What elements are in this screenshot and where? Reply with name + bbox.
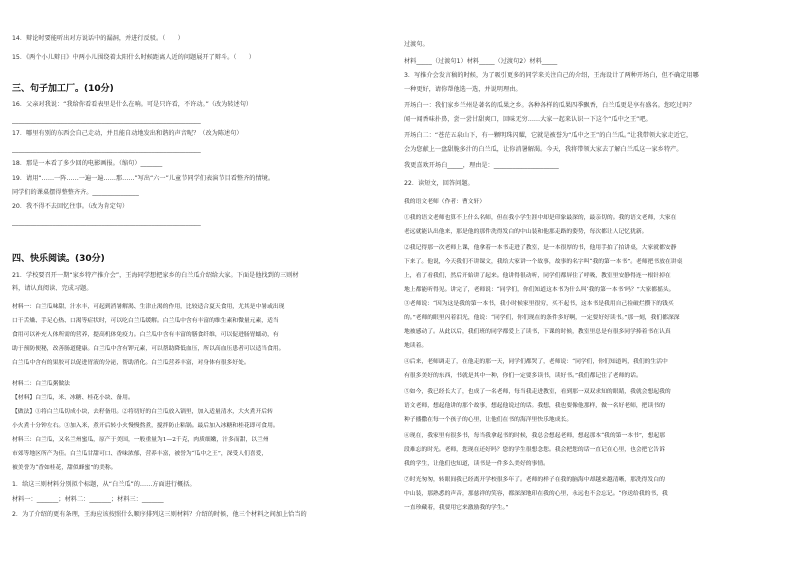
text-line: 中山装，那熟悉的声音，那慈祥的笑容，都深深地印在我的心里，永远也不会忘记。“你送给我的书，我 xyxy=(404,491,668,497)
text-line: 地被感动了。从此以后，我们班的同学都爱上了读书，下课的时候，教室里总是有很多同学捧着书在认真 xyxy=(404,329,671,335)
text-line: 下来了。他说，今天我们不讲课文，我给大家讲一个故事，故事的名字叫“我的第一本书”。老师把书放在讲桌 xyxy=(404,259,683,265)
text-line: 白兰瓜中含有的果胶可以促进胃液的分泌，帮助消化。白兰瓜营养丰富，对身体有很多好处。 xyxy=(12,360,250,366)
text-line: 20．我不得不去回忆往事。（改为肯定句） xyxy=(12,203,129,210)
text-line: ⑤如今，我已经长大了，也成了一名老师，每当我走进教室，看到那一双双求知的眼睛，我就会想起我的 xyxy=(404,389,671,395)
text-line: 1．给这三则材料分别拟个标题，从“白兰瓜”的……方面进行概括。 xyxy=(12,481,196,488)
text-line: 14．辩论时要能听出对方说话中的漏洞，并进行反驳。（ ） xyxy=(12,35,184,42)
text-line: 老远就能认出他来，那是他的那件洗得发白的中山装和他那走路的姿势，每次都让人记忆犹新。 xyxy=(404,229,648,235)
text-line: 会为您献上一盘甜脆多汁的白兰瓜，让你消暑解渴。今天，我将带领大家去了解白兰瓜这一家乡特产。 xyxy=(404,146,683,153)
text-line: 种子播撒在每一个孩子的心里，让他们在书的海洋里快乐地成长。 xyxy=(404,417,573,423)
text-line: 开场白一：我们家乡兰州是著名的瓜果之乡。各种各样的瓜果四季飘香，白兰瓜更是享有盛名。您吃过吗？ xyxy=(404,102,695,109)
text-line: _____________________________________________________________ xyxy=(12,219,201,226)
text-line: 21．学校要召开一期“家乡特产推介会”，王海同学想把家乡的白兰瓜介绍给大家。下面是他找到的三则材 xyxy=(12,272,299,279)
right-column xyxy=(404,0,779,562)
text-line: 地上都能听得见。讲完了，老师说：“同学们，你们知道这本书为什么叫‘我的第一本书’吗？”大家都摇头。 xyxy=(404,287,675,293)
text-line: 市郊等地区所产为佳。白兰瓜甘甜可口、香味浓郁，营养丰富，被誉为“瓜中之王”，深受人们喜爱， xyxy=(12,451,268,457)
text-line: 语文老师，想起他讲的那个故事，想起他说过的话。我想，我也要像他那样，做一名好老师，把读书的 xyxy=(404,403,665,409)
text-line: 【做法】①将白兰瓜切成小块，去籽备用。②将切好的白兰瓜放入锅里，加入适量清水，大火煮开后转 xyxy=(12,409,273,415)
text-line: 材料二：白兰瓜粥做法 xyxy=(12,381,70,387)
text-line: 的。”老师的眼里闪着泪光，他说：“同学们，你们现在的条件多好啊，一定要好好读书。”那一刻，我们都深深 xyxy=(404,315,680,321)
text-line: 材料一：白兰瓜味甜，汁水丰，可起到消暑解渴、生津止渴的作用，比较适合夏天食用，尤其是中暑或出现 xyxy=(12,304,285,310)
text-line: 被美誉为“香如桂花，甜似蜂蜜”的美称。 xyxy=(12,465,117,471)
text-line: 开场白二：“苍茫五泉山下，有一颗明珠闪耀，它就是被誉为“瓜中之王”的白兰瓜。”让我带领大家走近它， xyxy=(404,132,693,139)
text-line: _____________________________________________________________ xyxy=(12,117,201,124)
left-column xyxy=(12,0,387,562)
text-line: 料，请认真阅读、完成习题。 xyxy=(12,285,93,292)
text-line: 材料一：_______；材料二：_______；材料三：_______ xyxy=(12,496,164,503)
text-line: 我更喜欢开场白_____，理由是：_____________________ xyxy=(404,162,559,169)
text-line: 同学们的课桌摆得整整齐齐。_______________ xyxy=(12,189,139,196)
text-line: ⑦时光匆匆，转眼间我已经离开学校很多年了。老师的样子在我的脑海中却越来越清晰，那洗得发白的 xyxy=(404,477,665,483)
text-line: 18．那是一本看了多少回的电影画报。（缩句）_______ xyxy=(12,160,163,167)
text-line: 口干舌燥、手足心热、口渴等症状时，可以吃白兰瓜缓解。白兰瓜中含有丰富的维生素和微量元素，适当 xyxy=(12,318,279,324)
text-line: 一种更好，请你帮他选一选，并说明理由。 xyxy=(404,86,522,93)
text-line: ②我记得那一次老师上课，他拿着一本书走进了教室，是一本很厚的书，他用手拍了拍讲桌，大家就都安静 xyxy=(404,245,677,251)
text-line: ④后来，老师调走了，在他走的那一天，同学们都哭了，老师说：“同学们，你们知道吗，我们的生活中 xyxy=(404,359,668,365)
text-line: 我的语文老师（作者：曹文轩） xyxy=(404,199,486,205)
text-line: 闻一闻香味扑鼻，尝一尝甘甜爽口，回味无穷……大家一起来认识一下这个“瓜中之王”吧。 xyxy=(404,116,652,123)
text-line: 3．写推介会发言稿的时候，为了吸引更多的同学来关注自己的介绍，王海设计了两种开场白，但不确定用哪 xyxy=(404,72,699,79)
text-line: 助于预防便秘，改善肠道健康。白兰瓜中含有钾元素，可以帮助降低血压，所以高血压患者可以适当食用。 xyxy=(12,346,285,352)
text-line: 上，看了看我们，然后开始讲了起来。他讲得很动听，同学们都屏住了呼吸，教室里安静得连一根针掉在 xyxy=(404,273,671,279)
text-line: ⑥现在，我家里有很多书，每当我拿起书的时候，我总会想起老师，想起那本“我的第一本书”，想起那 xyxy=(404,433,665,439)
text-line: 小火煮十分钟左右。③加入米，煮开后转小火慢慢熬煮，搅拌防止粘锅。最后加入冰糖和桂花即可食用。 xyxy=(12,423,279,429)
text-line: 15．《两个小儿辩日》中两小儿围绕着太阳什么时候距离人近的问题展开了辩斗。（ ） xyxy=(12,54,255,61)
text-line: ③老师说：“因为这是我的第一本书，我小时候家里很穷，买不起书，这本书是我用自己捡破烂攒下的钱买 xyxy=(404,301,674,307)
section-heading: 四、快乐阅读。(30分) xyxy=(12,254,105,264)
text-line: 2．为了介绍的更有条理，王海应该按照什么顺序排列这三则材料？介绍的时候，他三个材料之间加上恰当的 xyxy=(12,511,307,518)
section-heading: 三、句子加工厂。(10分) xyxy=(12,84,114,94)
text-line: 材料三：白兰瓜，又名兰州蜜瓜，原产于美国，一般重量为1—2千克，肉质细嫩，汁多而甜，以兰州 xyxy=(12,437,269,443)
text-line: 材料_____（过渡句1）材料_____（过渡句2）材料_____ xyxy=(404,58,558,65)
text-line: 我的学生，让他们也知道，读书是一件多么美好的事情。 xyxy=(404,461,549,467)
text-line: _____________________________________________________________ xyxy=(12,146,201,153)
text-line: 过渡句。 xyxy=(404,41,429,48)
text-line: 段难忘的时光。老师，您现在还好吗？您的学生很想念您。我会把您的话一直记在心里，也会把它告诉 xyxy=(404,447,665,453)
text-line: 【材料】白兰瓜，米、冰糖、桂花小块、备用。 xyxy=(12,395,134,401)
text-line: 一直珍藏着，我要用它来激励我的学生。” xyxy=(404,505,509,511)
text-line: 17．哪里有别的东西会自己走动，并且能自动地发出和谐的声音呢？（改为陈述句） xyxy=(12,130,243,137)
text-line: 有很多美好的东西，书就是其中一种，你们一定要多读书，读好书。”我们都记住了老师的话。 xyxy=(404,373,642,379)
text-line: 16．父亲对我说：“我给你看看表里是什么在响。可是只许看，不许动。”（改为转述句） xyxy=(12,101,253,108)
text-line: 22．读短文，回答问题。 xyxy=(404,180,474,187)
text-line: 19．请用“……一阵……一遍一遍……那……”写出“六一”儿童节同学们表演节目看整齐的情境。 xyxy=(12,175,275,182)
text-line: 地读着。 xyxy=(404,343,428,349)
text-line: 食用可以补充人体所需的营养，提高机体免疫力。白兰瓜中含有丰富的膳食纤维，可以促进肠胃蠕动，有 xyxy=(12,332,279,338)
text-line: ①我的语文老师也算不上什么名师，但在我小学生涯中却是印象最深的，最亲切的。我的语文老师，大家在 xyxy=(404,215,677,221)
